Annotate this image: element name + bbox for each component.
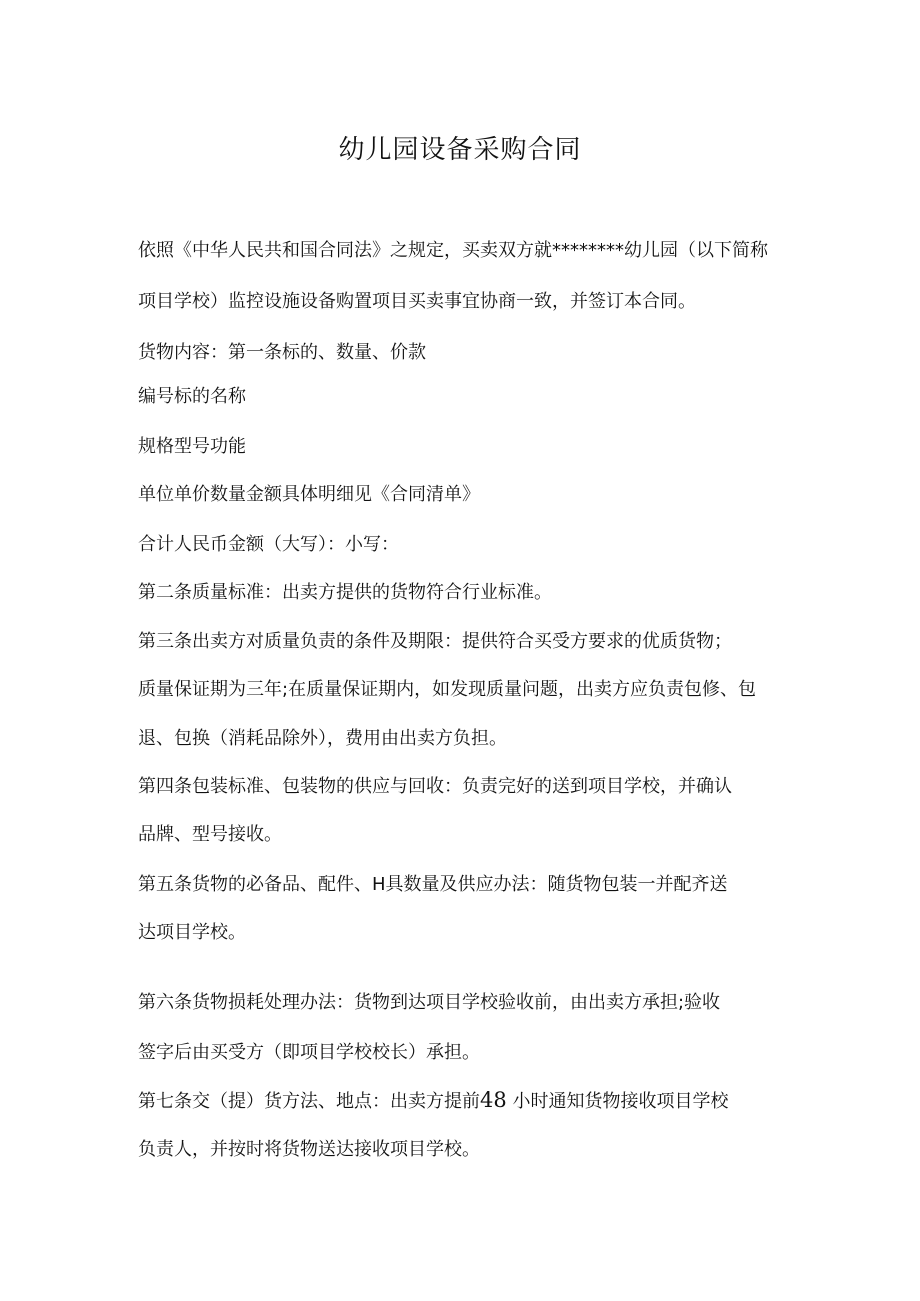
article-3-line-3: 退、包换（消耗品除外），费用由出卖方负担。 bbox=[138, 728, 507, 749]
article-7-line-2: 负责人，并按时将货物送达接收项目学校。 bbox=[138, 1139, 480, 1160]
article-7-hours: 48 bbox=[480, 1088, 507, 1112]
article-7-text-before: 第七条交（提）货方法、地点：出卖方提前 bbox=[138, 1091, 480, 1112]
goods-content-line: 货物内容：第一条标的、数量、价款 bbox=[138, 342, 426, 363]
article-2-line: 第二条质量标准：出卖方提供的货物符合行业标准。 bbox=[138, 582, 552, 603]
article-3-line-2: 质量保证期为三年;在质量保证期内，如发现质量问题，出卖方应负责包修、包 bbox=[138, 679, 757, 700]
price-detail-line: 单位单价数量金额具体明细见《合同清单》 bbox=[138, 484, 480, 505]
article-5-line-1: 第五条货物的必备品、配件、H具数量及供应办法：随货物包装一并配齐送 bbox=[138, 874, 728, 895]
article-7-text-after: 小时通知货物接收项目学校 bbox=[512, 1091, 729, 1112]
intro-line-1: 依照《中华人民共和国合同法》之规定，买卖双方就********幼儿园（以下简称 bbox=[138, 240, 768, 261]
intro-line-2: 项目学校）监控设施设备购置项目买卖事宜协商一致，并签订本合同。 bbox=[138, 291, 696, 312]
total-amount-line: 合计人民币金额（大写）：小写： bbox=[138, 534, 399, 555]
item-name-line: 编号标的名称 bbox=[138, 386, 246, 407]
article-4-line-1: 第四条包装标准、包装物的供应与回收：负责完好的送到项目学校，并确认 bbox=[138, 776, 732, 797]
article-7-line-1 bbox=[138, 1087, 728, 1115]
article-3-line-1: 第三条出卖方对质量负责的条件及期限：提供符合买受方要求的优质货物； bbox=[138, 631, 732, 652]
article-4-line-2: 品牌、型号接收。 bbox=[138, 824, 282, 845]
document-title: 幼儿园设备采购合同 bbox=[338, 135, 582, 165]
spec-line: 规格型号功能 bbox=[138, 436, 246, 457]
article-5-line-2: 达项目学校。 bbox=[138, 922, 246, 943]
article-6-line-2: 签字后由买受方（即项目学校校长）承担。 bbox=[138, 1042, 480, 1063]
article-6-line-1: 第六条货物损耗处理办法：货物到达项目学校验收前，由出卖方承担;验收 bbox=[138, 992, 721, 1013]
